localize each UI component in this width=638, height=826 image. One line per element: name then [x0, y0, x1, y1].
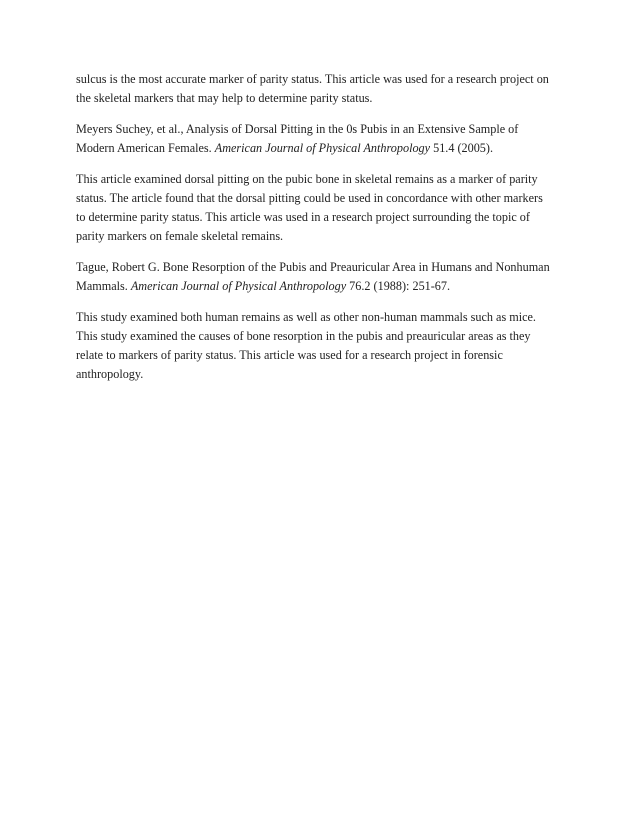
text-line: [76, 308, 566, 327]
text-run: 51.4 (2005).: [430, 141, 494, 155]
annotation-meyers-suchey: [76, 170, 566, 246]
text-run: This article examined dorsal pitting on the pubic bone in skeletal remains as a marker of parity: [76, 172, 538, 186]
text-line: [76, 70, 566, 89]
text-line: [76, 189, 566, 208]
annotation-tague: [76, 308, 566, 384]
text-line: [76, 258, 566, 277]
text-line: [76, 277, 566, 296]
text-run: Modern American Females.: [76, 141, 215, 155]
citation-meyers-suchey: [76, 120, 566, 158]
text-line: [76, 346, 566, 365]
document-page: [76, 70, 566, 396]
text-line: [76, 139, 566, 158]
text-run: relate to markers of parity status. This article was used for a research project in forensic: [76, 348, 503, 362]
text-run: This study examined the causes of bone resorption in the pubis and preauricular areas as they: [76, 329, 531, 343]
text-run: Mammals.: [76, 279, 131, 293]
text-run: anthropology.: [76, 367, 144, 381]
text-run: parity markers on female skeletal remains.: [76, 229, 284, 243]
text-run: Tague, Robert G. Bone Resorption of the Pubis and Preauricular Area in Humans and Nonhuman: [76, 260, 550, 274]
journal-title: American Journal of Physical Anthropology: [130, 279, 347, 293]
text-run: to determine parity status. This article was used in a research project surrounding the topic of: [76, 210, 530, 224]
text-line: [76, 365, 566, 384]
text-run: sulcus is the most accurate marker of parity status. This article was used for a research project on: [76, 72, 549, 86]
journal-title: American Journal of Physical Anthropology: [214, 141, 431, 155]
text-run: Meyers Suchey, et al., Analysis of Dorsal Pitting in the 0s Pubis in an Extensive Sample of: [76, 122, 519, 136]
text-run: This study examined both human remains as well as other non-human mammals such as mice.: [76, 310, 536, 324]
text-run: the skeletal markers that may help to determine parity status.: [76, 91, 373, 105]
text-run: 76.2 (1988): 251-67.: [346, 279, 451, 293]
text-line: [76, 89, 566, 108]
text-line: [76, 227, 566, 246]
text-run: status. The article found that the dorsal pitting could be used in concordance with other markers: [76, 191, 543, 205]
citation-tague: [76, 258, 566, 296]
paragraph-annotation-continued: [76, 70, 566, 108]
text-line: [76, 327, 566, 346]
text-line: [76, 208, 566, 227]
text-line: [76, 120, 566, 139]
text-line: [76, 170, 566, 189]
